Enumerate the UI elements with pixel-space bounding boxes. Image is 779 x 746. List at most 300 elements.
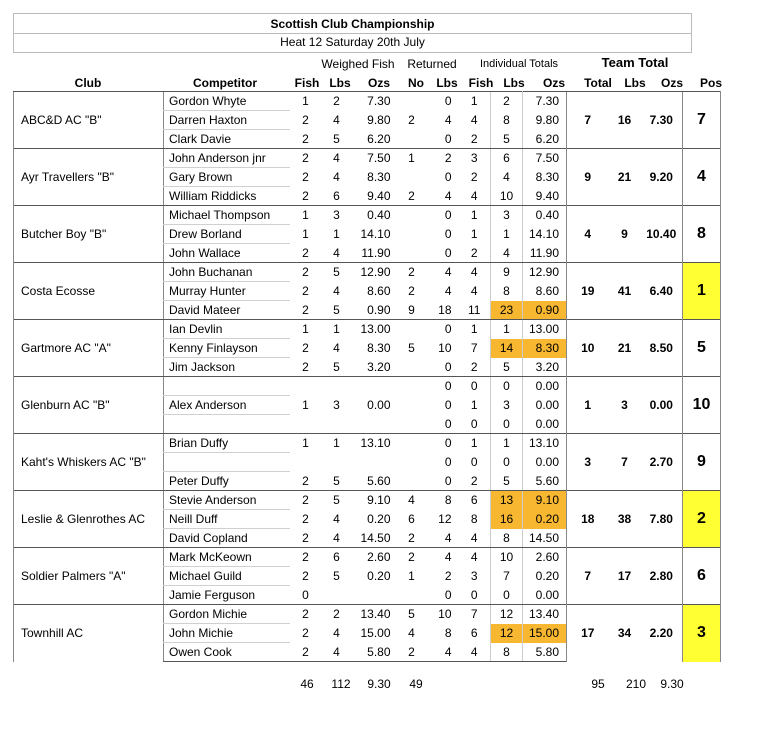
table-row <box>14 206 721 225</box>
team-total-lbs: 7 <box>609 434 641 491</box>
returned-no-cell: 6 <box>408 512 415 526</box>
individual-fish-cell: 2 <box>459 244 491 263</box>
col-team-ozs: Ozs <box>660 76 683 90</box>
position-cell: 1 <box>683 263 721 320</box>
competitor-name: Jamie Ferguson <box>164 586 290 605</box>
individual-ozs-cell: 0.00 <box>523 377 567 396</box>
weighed-fish-cell: 2 <box>290 491 322 510</box>
returned-lbs-cell: 0 <box>426 586 459 605</box>
individual-fish-cell: 6 <box>470 626 478 640</box>
club-name: ABC&D AC "B" <box>14 92 164 149</box>
team-total-ozs: 10.40 <box>641 206 683 263</box>
table-row <box>14 548 721 567</box>
returned-lbs-cell: 2 <box>426 149 459 168</box>
competitor-name: Ian Devlin <box>164 320 290 339</box>
returned-lbs-cell: 0 <box>426 320 459 339</box>
col-individual-lbs: Lbs <box>503 76 525 90</box>
competitor-name: David Copland <box>164 529 290 548</box>
individual-ozs-cell: 8.30 <box>523 339 567 358</box>
returned-no-cell: 4 <box>408 626 415 640</box>
returned-no-cell <box>398 434 426 453</box>
weighed-fish-cell: 1 <box>290 434 322 453</box>
weighed-lbs-cell: 4 <box>333 341 340 355</box>
returned-no-cell: 1 <box>408 569 415 583</box>
team-total-fish: 7 <box>567 92 609 149</box>
returned-lbs-cell: 8 <box>444 626 452 640</box>
competitor-name <box>164 377 290 396</box>
individual-lbs-cell: 2 <box>491 92 523 111</box>
individual-ozs-cell: 0.20 <box>535 569 559 583</box>
individual-fish-cell: 1 <box>470 398 478 412</box>
competitor-name: Owen Cook <box>164 643 290 662</box>
individual-fish-cell: 2 <box>470 170 478 184</box>
individual-fish-cell: 4 <box>459 187 491 206</box>
team-total-lbs: 3 <box>609 377 641 434</box>
returned-lbs-cell: 4 <box>444 113 452 127</box>
individual-lbs-cell: 23 <box>491 301 523 320</box>
club-name: Soldier Palmers "A" <box>14 548 164 605</box>
returned-no-cell <box>398 320 426 339</box>
col-individual-ozs: Ozs <box>542 76 565 90</box>
table-row <box>14 377 721 396</box>
team-total-lbs: 21 <box>609 320 641 377</box>
weighed-fish-cell <box>290 415 322 434</box>
individual-ozs-cell: 12.90 <box>523 263 567 282</box>
individual-ozs-cell: 0.90 <box>523 301 567 320</box>
weighed-fish-cell: 2 <box>290 472 322 491</box>
individual-ozs-cell: 13.40 <box>523 605 567 624</box>
competitor-name: Kenny Finlayson <box>164 339 290 358</box>
individual-lbs-cell: 13 <box>491 491 523 510</box>
individual-ozs-cell: 8.30 <box>535 170 559 184</box>
weighed-lbs-cell: 4 <box>322 529 352 548</box>
team-total-fish: 9 <box>567 149 609 206</box>
weighed-lbs-cell: 4 <box>333 626 340 640</box>
team-total-ozs: 8.50 <box>641 320 683 377</box>
club-name: Leslie & Glenrothes AC <box>14 491 164 548</box>
weighed-lbs-cell: 4 <box>333 170 340 184</box>
weighed-lbs-cell: 4 <box>333 113 340 127</box>
team-total-ozs: 2.20 <box>641 605 683 662</box>
returned-no-cell <box>398 377 426 396</box>
competitor-name <box>164 415 290 434</box>
page-subtitle: Heat 12 Saturday 20th July <box>13 33 692 53</box>
returned-lbs-cell: 12 <box>438 512 452 526</box>
weighed-ozs-cell: 14.10 <box>360 227 391 241</box>
individual-lbs-cell: 12 <box>491 624 523 643</box>
individual-lbs-cell: 6 <box>491 149 523 168</box>
weighed-lbs-cell: 4 <box>333 284 340 298</box>
competitor-name: Gordon Whyte <box>164 92 290 111</box>
individual-lbs-cell: 0 <box>491 453 523 472</box>
weighed-ozs-cell <box>352 415 398 434</box>
weighed-fish-cell: 2 <box>290 187 322 206</box>
weighed-fish-header: Weighed Fish <box>321 57 395 71</box>
weighed-ozs-cell: 6.20 <box>352 130 398 149</box>
weighed-lbs-cell: 5 <box>322 263 352 282</box>
individual-lbs-cell: 0 <box>491 415 523 434</box>
weighed-fish-cell: 2 <box>290 130 322 149</box>
table-row <box>14 320 721 339</box>
individual-totals-header: Individual Totals <box>479 58 559 70</box>
individual-ozs-cell: 6.20 <box>523 130 567 149</box>
weighed-fish-cell: 1 <box>290 92 322 111</box>
individual-ozs-cell: 5.80 <box>523 643 567 662</box>
team-total-fish: 4 <box>567 206 609 263</box>
weighed-fish-cell <box>290 453 322 472</box>
individual-fish-cell: 4 <box>459 643 491 662</box>
individual-fish-cell: 2 <box>459 358 491 377</box>
returned-lbs-cell: 4 <box>426 263 459 282</box>
individual-fish-cell: 0 <box>459 586 491 605</box>
team-total-ozs: 7.80 <box>641 491 683 548</box>
returned-lbs-cell: 2 <box>444 569 452 583</box>
returned-lbs-cell: 0 <box>426 206 459 225</box>
competitor-name: Peter Duffy <box>164 472 290 491</box>
weighed-lbs-cell: 6 <box>322 187 352 206</box>
weighed-fish-cell: 2 <box>302 341 309 355</box>
weighed-fish-cell: 2 <box>290 548 322 567</box>
weighed-fish-cell: 1 <box>290 320 322 339</box>
individual-ozs-cell: 13.00 <box>523 320 567 339</box>
table-row <box>14 434 721 453</box>
weighed-ozs-cell: 0.90 <box>352 301 398 320</box>
weighed-fish-cell <box>290 377 322 396</box>
competitor-name: Gary Brown <box>164 168 290 187</box>
competitor-name: Gordon Michie <box>164 605 290 624</box>
weighed-fish-cell: 1 <box>302 398 309 412</box>
competitor-name: Jim Jackson <box>164 358 290 377</box>
individual-ozs-cell: 13.10 <box>523 434 567 453</box>
club-name: Gartmore AC "A" <box>14 320 164 377</box>
team-total-fish: 19 <box>567 263 609 320</box>
club-name: Kaht's Whiskers AC "B" <box>14 434 164 491</box>
weighed-lbs-cell: 4 <box>333 512 340 526</box>
returned-no-cell <box>398 358 426 377</box>
weighed-fish-cell: 2 <box>302 626 309 640</box>
weighed-lbs-cell: 1 <box>333 227 340 241</box>
col-pos: Pos <box>699 76 722 90</box>
team-total-ozs: 7.30 <box>641 92 683 149</box>
individual-lbs-cell: 10 <box>491 187 523 206</box>
col-weighed-lbs: Lbs <box>329 76 351 90</box>
weighed-fish-cell: 2 <box>290 149 322 168</box>
weighed-lbs-cell <box>322 453 352 472</box>
individual-fish-cell: 7 <box>459 605 491 624</box>
individual-fish-cell: 3 <box>459 149 491 168</box>
weighed-ozs-cell: 2.60 <box>352 548 398 567</box>
weighed-ozs-cell: 0.00 <box>367 398 391 412</box>
individual-lbs-cell: 7 <box>491 567 523 586</box>
individual-lbs-cell: 4 <box>491 244 523 263</box>
weighed-ozs-cell: 7.50 <box>352 149 398 168</box>
weighed-fish-cell: 1 <box>290 206 322 225</box>
weighed-fish-cell: 2 <box>302 170 309 184</box>
returned-lbs-cell: 0 <box>426 130 459 149</box>
individual-fish-cell: 1 <box>459 206 491 225</box>
weighed-ozs-cell: 11.90 <box>352 244 398 263</box>
col-weighed-ozs: Ozs <box>367 76 390 90</box>
weighed-ozs-cell: 8.30 <box>367 170 391 184</box>
returned-no-cell: 2 <box>398 548 426 567</box>
team-total-lbs: 21 <box>609 149 641 206</box>
returned-lbs-cell: 4 <box>426 529 459 548</box>
weighed-lbs-cell: 5 <box>333 569 340 583</box>
weighed-ozs-cell: 8.60 <box>367 284 391 298</box>
weighed-lbs-cell: 5 <box>322 472 352 491</box>
weighed-fish-cell: 2 <box>290 358 322 377</box>
team-total-lbs: 38 <box>609 491 641 548</box>
individual-ozs-cell: 0.00 <box>523 586 567 605</box>
team-total-fish: 3 <box>567 434 609 491</box>
competitor-name: Brian Duffy <box>164 434 290 453</box>
weighed-ozs-cell <box>352 377 398 396</box>
weighed-fish-cell: 2 <box>290 244 322 263</box>
weighed-ozs-cell: 3.20 <box>352 358 398 377</box>
weighed-lbs-cell <box>322 586 352 605</box>
weighed-ozs-cell: 9.10 <box>352 491 398 510</box>
weighed-ozs-cell: 15.00 <box>360 626 391 640</box>
position-cell: 4 <box>683 149 721 206</box>
competitor-name: Mark McKeown <box>164 548 290 567</box>
page-title: Scottish Club Championship <box>13 13 692 34</box>
individual-fish-cell: 1 <box>459 434 491 453</box>
team-total-ozs: 2.80 <box>641 548 683 605</box>
returned-no-cell: 2 <box>398 529 426 548</box>
team-total-lbs: 9 <box>609 206 641 263</box>
individual-ozs-cell: 2.60 <box>523 548 567 567</box>
individual-ozs-cell: 7.30 <box>523 92 567 111</box>
individual-fish-cell: 1 <box>459 92 491 111</box>
position-cell: 10 <box>683 377 721 434</box>
returned-no-cell <box>398 244 426 263</box>
competitor-name: John Anderson jnr <box>164 149 290 168</box>
competitor-name: Clark Davie <box>164 130 290 149</box>
individual-lbs-cell: 5 <box>491 130 523 149</box>
weighed-fish-cell: 1 <box>302 227 309 241</box>
competitor-name: Michael Thompson <box>164 206 290 225</box>
individual-fish-cell: 2 <box>459 472 491 491</box>
returned-lbs-cell: 4 <box>426 643 459 662</box>
individual-ozs-cell: 9.10 <box>523 491 567 510</box>
individual-lbs-cell: 10 <box>491 548 523 567</box>
table-row <box>14 263 721 282</box>
weighed-ozs-cell: 9.40 <box>352 187 398 206</box>
returned-no-cell: 2 <box>398 187 426 206</box>
returned-no-cell <box>398 415 426 434</box>
total-team-lbs: 210 <box>625 677 647 691</box>
weighed-ozs-cell: 12.90 <box>352 263 398 282</box>
weighed-lbs-cell: 4 <box>322 643 352 662</box>
competitor-name: Drew Borland <box>164 225 290 244</box>
weighed-fish-cell: 2 <box>290 605 322 624</box>
col-team-total: Total <box>584 76 612 90</box>
individual-lbs-cell: 1 <box>491 320 523 339</box>
position-cell: 7 <box>683 92 721 149</box>
position-cell: 8 <box>683 206 721 263</box>
total-team-ozs: 9.30 <box>660 677 684 691</box>
returned-lbs-cell: 4 <box>426 548 459 567</box>
individual-fish-cell: 8 <box>470 512 478 526</box>
weighed-fish-cell: 2 <box>290 643 322 662</box>
competitor-name: John Michie <box>164 624 290 643</box>
returned-lbs-cell: 0 <box>426 434 459 453</box>
club-name: Butcher Boy "B" <box>14 206 164 263</box>
weighed-lbs-cell: 1 <box>322 320 352 339</box>
position-cell: 9 <box>683 434 721 491</box>
individual-fish-cell: 1 <box>459 320 491 339</box>
total-weighed-lbs: 112 <box>331 677 351 691</box>
col-returned-lbs: Lbs <box>436 76 458 90</box>
col-competitor: Competitor <box>193 76 257 90</box>
weighed-fish-cell: 2 <box>302 284 309 298</box>
individual-fish-cell: 11 <box>459 301 491 320</box>
team-total-lbs: 16 <box>609 92 641 149</box>
returned-no-cell <box>398 472 426 491</box>
returned-no-cell: 2 <box>398 643 426 662</box>
returned-lbs-cell: 0 <box>444 455 452 469</box>
individual-fish-cell: 2 <box>459 130 491 149</box>
club-name: Townhill AC <box>14 605 164 662</box>
returned-no-cell: 2 <box>398 263 426 282</box>
team-total-fish: 1 <box>567 377 609 434</box>
individual-lbs-cell: 8 <box>491 282 523 301</box>
individual-ozs-cell: 14.50 <box>523 529 567 548</box>
club-name: Costa Ecosse <box>14 263 164 320</box>
individual-fish-cell: 4 <box>459 263 491 282</box>
individual-ozs-cell: 3.20 <box>523 358 567 377</box>
individual-fish-cell: 1 <box>470 227 478 241</box>
weighed-lbs-cell: 3 <box>322 206 352 225</box>
individual-lbs-cell: 0 <box>491 586 523 605</box>
weighed-ozs-cell: 13.10 <box>352 434 398 453</box>
weighed-lbs-cell: 5 <box>322 358 352 377</box>
individual-ozs-cell: 8.60 <box>535 284 559 298</box>
weighed-ozs-cell <box>352 453 398 472</box>
col-club: Club <box>74 76 102 90</box>
individual-lbs-cell: 5 <box>491 358 523 377</box>
individual-lbs-cell: 12 <box>491 605 523 624</box>
weighed-lbs-cell: 5 <box>322 130 352 149</box>
individual-lbs-cell: 5 <box>491 472 523 491</box>
returned-lbs-cell: 0 <box>426 377 459 396</box>
individual-ozs-cell: 5.60 <box>523 472 567 491</box>
individual-ozs-cell: 0.20 <box>523 510 567 529</box>
table-row <box>14 149 721 168</box>
individual-lbs-cell: 8 <box>491 111 523 130</box>
competitor-name <box>164 453 290 472</box>
team-total-fish: 10 <box>567 320 609 377</box>
individual-fish-cell: 4 <box>470 284 478 298</box>
table-row <box>14 605 721 624</box>
col-individual-fish: Fish <box>468 76 494 90</box>
weighed-ozs-cell: 0.40 <box>352 206 398 225</box>
weighed-lbs-cell: 4 <box>322 149 352 168</box>
weighed-lbs-cell: 1 <box>322 434 352 453</box>
competitor-name: John Buchanan <box>164 263 290 282</box>
returned-lbs-cell: 4 <box>426 187 459 206</box>
team-total-fish: 7 <box>567 548 609 605</box>
returned-no-cell <box>398 206 426 225</box>
individual-lbs-cell: 1 <box>491 434 523 453</box>
weighed-lbs-cell: 6 <box>322 548 352 567</box>
team-total-ozs: 2.70 <box>641 434 683 491</box>
results-table <box>13 91 721 662</box>
total-weighed-fish: 46 <box>300 677 314 691</box>
returned-no-cell <box>398 453 426 472</box>
returned-no-cell: 2 <box>408 284 415 298</box>
individual-ozs-cell: 15.00 <box>523 624 567 643</box>
individual-fish-cell: 0 <box>459 377 491 396</box>
team-total-lbs: 34 <box>609 605 641 662</box>
weighed-ozs-cell: 0.20 <box>367 569 391 583</box>
table-row <box>14 92 721 111</box>
individual-ozs-cell: 0.00 <box>535 455 559 469</box>
weighed-ozs-cell: 5.80 <box>352 643 398 662</box>
individual-ozs-cell: 0.00 <box>535 398 559 412</box>
individual-fish-cell: 4 <box>459 548 491 567</box>
individual-fish-cell: 6 <box>459 491 491 510</box>
returned-lbs-cell: 0 <box>444 227 452 241</box>
weighed-ozs-cell: 8.30 <box>367 341 391 355</box>
returned-lbs-cell: 18 <box>426 301 459 320</box>
weighed-lbs-cell <box>322 377 352 396</box>
returned-lbs-cell: 4 <box>444 284 452 298</box>
position-cell: 6 <box>683 548 721 605</box>
returned-lbs-cell: 0 <box>426 358 459 377</box>
returned-no-cell: 1 <box>398 149 426 168</box>
returned-no-cell: 9 <box>398 301 426 320</box>
weighed-ozs-cell: 14.50 <box>352 529 398 548</box>
returned-no-cell: 4 <box>398 491 426 510</box>
weighed-lbs-cell: 2 <box>322 605 352 624</box>
position-cell: 5 <box>683 320 721 377</box>
weighed-lbs-cell: 5 <box>322 301 352 320</box>
competitor-name: Alex Anderson <box>164 396 290 415</box>
total-team-total: 95 <box>591 677 605 691</box>
weighed-ozs-cell: 0.20 <box>367 512 391 526</box>
returned-no-cell: 5 <box>398 605 426 624</box>
individual-lbs-cell: 3 <box>491 396 523 415</box>
position-cell: 2 <box>683 491 721 548</box>
team-total-fish: 17 <box>567 605 609 662</box>
returned-lbs-cell: 0 <box>444 170 452 184</box>
club-name: Glenburn AC "B" <box>14 377 164 434</box>
individual-fish-cell: 0 <box>459 415 491 434</box>
returned-no-cell <box>398 130 426 149</box>
club-name: Ayr Travellers "B" <box>14 149 164 206</box>
individual-lbs-cell: 16 <box>491 510 523 529</box>
weighed-lbs-cell: 3 <box>333 398 340 412</box>
total-weighed-ozs: 9.30 <box>367 677 391 691</box>
returned-no-cell: 2 <box>408 113 415 127</box>
weighed-fish-cell: 2 <box>290 529 322 548</box>
weighed-fish-cell: 2 <box>290 301 322 320</box>
team-total-ozs: 9.20 <box>641 149 683 206</box>
weighed-lbs-cell <box>322 415 352 434</box>
weighed-lbs-cell: 2 <box>322 92 352 111</box>
individual-lbs-cell: 8 <box>491 643 523 662</box>
table-row <box>14 491 721 510</box>
returned-no-cell <box>398 586 426 605</box>
weighed-ozs-cell: 9.80 <box>367 113 391 127</box>
returned-no-cell <box>398 396 426 415</box>
team-total-header: Team Total <box>601 55 669 70</box>
competitor-name: John Wallace <box>164 244 290 263</box>
individual-lbs-cell: 3 <box>491 206 523 225</box>
position-cell: 3 <box>683 605 721 662</box>
team-total-lbs: 41 <box>609 263 641 320</box>
